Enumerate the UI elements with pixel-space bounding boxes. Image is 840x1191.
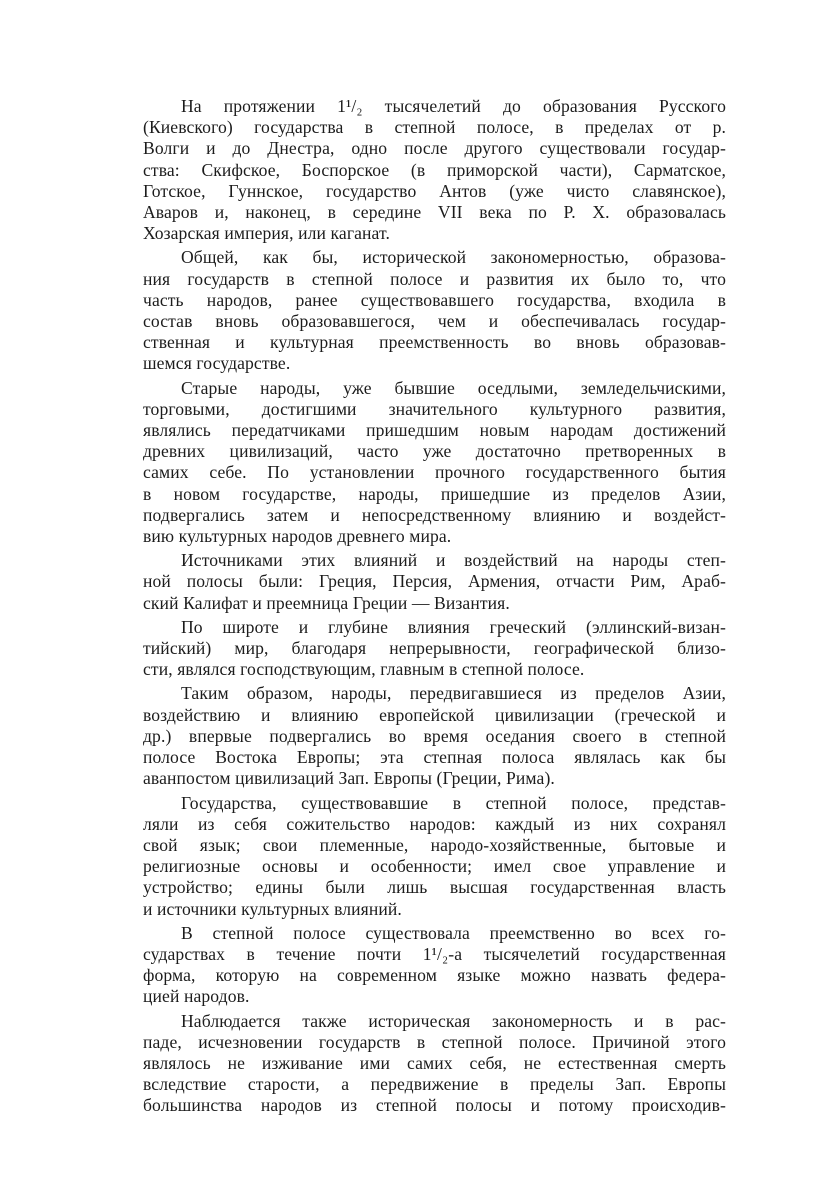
text-line: являлось не изживание ими самих себя, не естественная смерть (143, 1052, 726, 1073)
text-line: являлись передатчиками пришедшим новым народам достижений (143, 420, 726, 441)
text-line: вследствие старости, а передвижение в пределы Зап. Европы (143, 1074, 726, 1095)
text-line: и источники культурных влияний. (143, 898, 402, 919)
paragraph (143, 247, 726, 374)
text-line: сти, являлся господствующим, главным в степной полосе. (143, 659, 585, 680)
text-line: полосе Востока Европы; эта степная полоса являлась как бы (143, 747, 726, 768)
text-line: форма, которую на современном языке можно назвать федера- (143, 965, 726, 986)
text-line: ной полосы были: Греция, Персия, Армения, отчасти Рим, Араб- (143, 571, 726, 592)
text-line: цией народов. (143, 986, 250, 1007)
text-line: часть народов, ранее существовавшего государства, входила в (143, 289, 726, 310)
text-line: свой язык; свои племенные, народо-хозяйственные, бытовые и (143, 834, 726, 855)
text-line: ния государств в степной полосе и развития их было то, что (143, 268, 726, 289)
text-line: Общей, как бы, исторической закономерностью, образова- (181, 247, 726, 268)
text-line: Государства, существовавшие в степной полосе, представ- (181, 792, 726, 813)
text-line: вию культурных народов древнего мира. (143, 526, 452, 547)
text-line: в новом государстве, народы, пришедшие из пределов Азии, (143, 483, 726, 504)
text-line: По широте и глубине влияния греческий (эллинский-визан- (181, 616, 726, 637)
text-line: Хозарская империя, или каганат. (143, 223, 390, 244)
text-line: др.) впервые подвергались во время оседания своего в степной (143, 725, 726, 746)
text-line: аванпостом цивилизаций Зап. Европы (Греции, Рима). (143, 768, 555, 789)
text-line: религиозные основы и особенности; имел свое управление и (143, 856, 726, 877)
text-line: Наблюдается также историческая закономерность и в рас- (181, 1010, 726, 1031)
text-line: тийский) мир, благодаря непрерывности, географической близо- (143, 638, 726, 659)
text-line: подвергались затем и непосредственному влиянию и воздейст- (143, 504, 726, 525)
paragraph (143, 683, 726, 789)
text-line: Готское, Гуннское, государство Антов (уже чисто славянское), (143, 180, 726, 201)
paragraph (143, 1011, 726, 1117)
text-line: Источниками этих влияний и воздействий на народы степ- (181, 550, 726, 571)
paragraph (143, 793, 726, 920)
paragraph (143, 378, 726, 548)
text-line: В степной полосе существовала преемственно во всех го- (181, 922, 726, 943)
text-line: сударствах в течение почти 1¹/₂-а тысячелетий государственная (143, 943, 726, 964)
paragraph (143, 550, 726, 614)
text-line: воздействию и влиянию европейской цивилизации (греческой и (143, 704, 726, 725)
text-line: устройство; едины были лишь высшая государственная власть (143, 877, 726, 898)
text-line: (Киевского) государства в степной полосе, в пределах от р. (143, 117, 726, 138)
text-line: Аваров и, наконец, в середине VII века по Р. Х. образовалась (143, 202, 726, 223)
text-line: Старые народы, уже бывшие оседлыми, земледельчискими, (181, 377, 726, 398)
text-line: ский Калифат и преемница Греции — Византия. (143, 592, 510, 613)
text-line: Таким образом, народы, передвигавшиеся из пределов Азии, (181, 683, 726, 704)
text-line: ственная и культурная преемственность во вновь образовав- (143, 332, 726, 353)
text-line: шемся государстве. (143, 353, 291, 374)
text-line: На протяжении 1¹/₂ тысячелетий до образования Русского (181, 96, 726, 116)
text-line: паде, исчезновении государств в степной полосе. Причиной этого (143, 1031, 726, 1052)
text-line: ляли из себя сожительство народов: каждый из них сохранял (143, 813, 726, 834)
text-line: торговыми, достигшими значительного культурного развития, (143, 398, 726, 419)
text-line: Волги и до Днестра, одно после другого существовали государ- (143, 138, 726, 159)
text-line: ства: Скифское, Боспорское (в приморской части), Сарматское, (143, 159, 726, 180)
text-line: большинства народов из степной полосы и потому происходив- (143, 1095, 726, 1116)
text-line: древних цивилизаций, часто уже достаточно претворенных в (143, 441, 726, 462)
paragraph (143, 617, 726, 681)
text-line: самих себе. По установлении прочного государственного бытия (143, 462, 726, 483)
paragraph (143, 923, 726, 1008)
paragraph (143, 96, 726, 244)
text-line: состав вновь образовавшегося, чем и обеспечивалась государ- (143, 311, 726, 332)
document-page (143, 96, 726, 1120)
text-body (143, 96, 726, 1117)
